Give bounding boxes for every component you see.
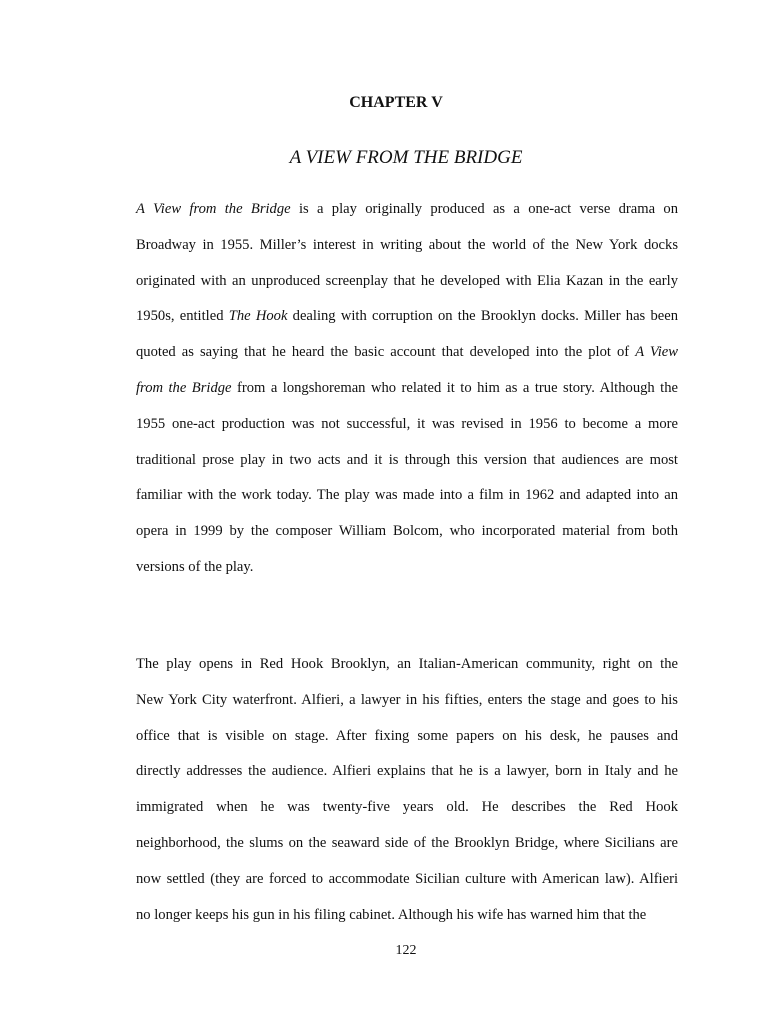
text-line	[136, 826, 678, 862]
paragraph-1	[136, 192, 678, 586]
body-text: quoted as saying that he heard the basic account that developed into the plot of	[136, 344, 636, 361]
text-line	[136, 514, 678, 550]
text-line	[136, 862, 678, 898]
body-text: 1955 one-act production was not successful, it was revised in 1956 to become a more	[136, 415, 678, 432]
body-text: versions of the play.	[136, 558, 254, 575]
text-line	[136, 550, 678, 586]
body-text: familiar with the work today. The play was made into a film in 1962 and adapted into an	[136, 487, 678, 504]
text-line	[136, 898, 678, 934]
text-line	[136, 264, 678, 300]
text-line	[136, 192, 678, 228]
body-text: neighborhood, the slums on the seaward side of the Brooklyn Bridge, where Sicilians are	[136, 834, 678, 851]
italic-title-text: A View from the Bridge	[136, 201, 291, 217]
body-text: directly addresses the audience. Alfieri explains that he is a lawyer, born in Italy and he	[136, 763, 678, 780]
body-text: 1950s, entitled	[136, 308, 229, 325]
text-line	[136, 228, 678, 264]
body-text: now settled (they are forced to accommodate Sicilian culture with American law). Alfieri	[136, 870, 678, 887]
italic-title-text: from the Bridge	[136, 379, 232, 396]
body-text: New York City waterfront. Alfieri, a lawyer in his fifties, enters the stage and goes to his	[136, 691, 678, 708]
chapter-title: A VIEW FROM THE BRIDGE	[289, 147, 523, 168]
body-text: traditional prose play in two acts and it is through this version that audiences are most	[136, 451, 678, 468]
text-line	[136, 683, 678, 719]
page-number: 122	[395, 943, 417, 958]
italic-title-text: The Hook	[228, 308, 288, 325]
body-text: office that is visible on stage. After fixing some papers on his desk, he pauses and	[136, 727, 678, 744]
body-text: originated with an unproduced screenplay that he developed with Elia Kazan in the early	[136, 272, 678, 289]
chapter-number: CHAPTER V	[349, 94, 443, 111]
body-text: is a play originally produced as a one-act verse drama on	[290, 201, 678, 217]
text-line	[136, 647, 678, 683]
text-line	[136, 299, 678, 335]
body-text: dealing with corruption on the Brooklyn docks. Miller has been	[287, 308, 678, 325]
body-text: The play opens in Red Hook Brooklyn, an Italian-American community, right on the	[136, 656, 678, 672]
paragraph-2	[136, 647, 678, 933]
text-line	[136, 335, 678, 371]
body-text: no longer keeps his gun in his filing cabinet. Although his wife has warned him that the	[136, 906, 647, 923]
text-line	[136, 790, 678, 826]
body-text: opera in 1999 by the composer William Bolcom, who incorporated material from both	[136, 523, 678, 540]
text-line	[136, 407, 678, 443]
body-text: from a longshoreman who related it to him as a true story. Although the	[231, 379, 679, 396]
text-line	[136, 478, 678, 514]
text-line	[136, 443, 678, 479]
text-line	[136, 719, 678, 755]
body-text: immigrated when he was twenty-five years old. He describes the Red Hook	[136, 799, 678, 816]
text-line	[136, 754, 678, 790]
text-line	[136, 371, 678, 407]
body-text: Broadway in 1955. Miller’s interest in writing about the world of the New York docks	[136, 236, 678, 253]
italic-title-text: A View	[635, 344, 678, 361]
